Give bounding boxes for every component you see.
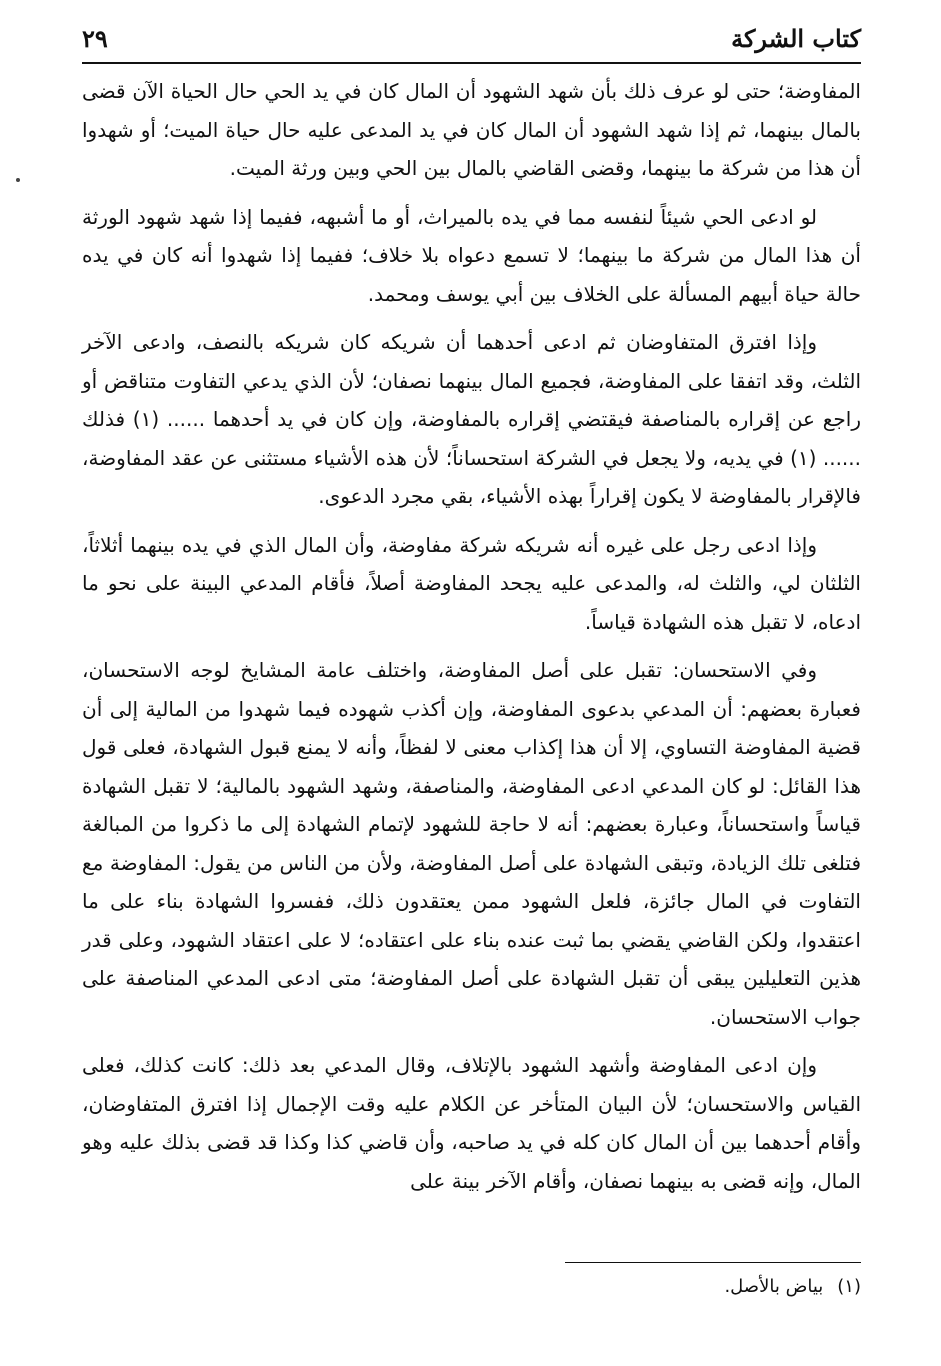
paragraph-1: المفاوضة؛ حتى لو عرف ذلك بأن شهد الشهود أن المال كان في يد الحي حال الحياة الآن قضى بالمال بينهما، ثم إذا شهد الشهود أن المال كان في يد المدعى عليه حال حياة الميت؛ أو شهدوا أن هذا من شركة ما بينهما، وقضى القاضي بالمال بين الحي وبين ورثة الميت. xyxy=(82,79,861,180)
page-header xyxy=(82,18,861,64)
footnote-divider xyxy=(565,1262,861,1263)
paragraph-5: وفي الاستحسان: تقبل على أصل المفاوضة، واختلف عامة المشايخ لوجه الاستحسان، فعبارة بعضهم: أن المدعي بدعوى المفاوضة، وإن أكذب شهوده فيما شهدوا من المالية إلى أن قضية المفاوضة التساوي، إلا أن هذا إكذاب معنى لا لفظاً، وأنه لا يمنع قبول الشهادة، فعلى قول هذا القائل: لو كان المدعي ادعى المفاوضة، والمناصفة، وشهد الشهود بالمالية؛ لا تقبل الشهادة قياساً واستحساناً، وعبارة بعضهم: أنه لا حاجة للشهود لإتمام الشهادة إلى ما ذكروا من المبالغة فتلغى تلك الزيادة، وتبقى الشهادة على أصل المفاوضة، ولأن من الناس من يقول: المفاوضة مع التفاوت في المال جائزة، فلعل الشهود ممن يعتقدون ذلك، ففسروا الشهادة بناء على ما اعتقدوا، ولكن القاضي يقضي بما ثبت عنده بناء على اعتقاده؛ لا على اعتقاد الشهود، وعلى قدر هذين التعليلين يبقى أن تقبل الشهادة على أصل المفاوضة؛ متى ادعى المدعي المناصفة على جواب الاستحسان. xyxy=(82,658,861,1029)
running-title: كتاب الشركة xyxy=(731,24,861,53)
page-number: ٢٩ xyxy=(82,24,108,53)
margin-speck xyxy=(16,178,20,182)
paragraph-3: وإذا افترق المتفاوضان ثم ادعى أحدهما أن شريكه كان شريكه بالنصف، وادعى الآخر الثلث، وقد اتفقا على المفاوضة، فجميع المال بينهما نصفان؛ لأن الذي يدعي التفاوت متناقض أو راجع عن إقراره بالمناصفة فيقتضي إقراره بالمفاوضة، وإن كان في يد أحدهما ...... (١) فذلك ...... (١) في يديه، ولا يجعل في الشركة استحساناً؛ لأن هذه الأشياء مستثنى عن عقد المفاوضة، فالإقرار بالمفاوضة لا يكون إقراراً بهذه الأشياء، بقي مجرد الدعوى. xyxy=(82,330,862,508)
footnote-text: بياض بالأصل. xyxy=(724,1276,824,1297)
main-text xyxy=(82,72,861,1210)
footnote-marker: (١) xyxy=(837,1276,861,1297)
paragraph-4: وإذا ادعى رجل على غيره أنه شريكه شركة مفاوضة، وأن المال الذي في يده بينهما أثلاثاً، الثلثان لي، والثلث له، والمدعى عليه يجحد المفاوضة أصلاً، فأقام المدعي البينة على نحو ما ادعاه، لا تقبل هذه الشهادة قياساً. xyxy=(82,532,861,634)
paragraph-6: وإن ادعى المفاوضة وأشهد الشهود بالإتلاف، وقال المدعي بعد ذلك: كانت كذلك، فعلى القياس والاستحسان؛ لأن البيان المتأخر عن الكلام عليه وقت الإجمال إذا افترق المتفاوضان، وأقام أحدهما بين أن المال كان كله في يد صاحبه، وأن قاضي كذا وكذا قد قضى بذلك عليه وهو المال، وإنه قضى به بينهما نصفان، وأقام الآخر بينة على xyxy=(82,1053,861,1193)
header-divider xyxy=(82,62,861,64)
footnote xyxy=(724,1276,861,1297)
paragraph-2: لو ادعى الحي شيئاً لنفسه مما في يده بالميراث، أو ما أشبهه، ففيما إذا شهد شهود الورثة أن هذا المال من شركة ما بينهما؛ لا تسمع دعواه بلا خلاف؛ ففيما إذا شهدوا أنه كان في يده حالة حياة أبيهم المسألة على الخلاف بين أبي يوسف ومحمد. xyxy=(82,204,861,306)
